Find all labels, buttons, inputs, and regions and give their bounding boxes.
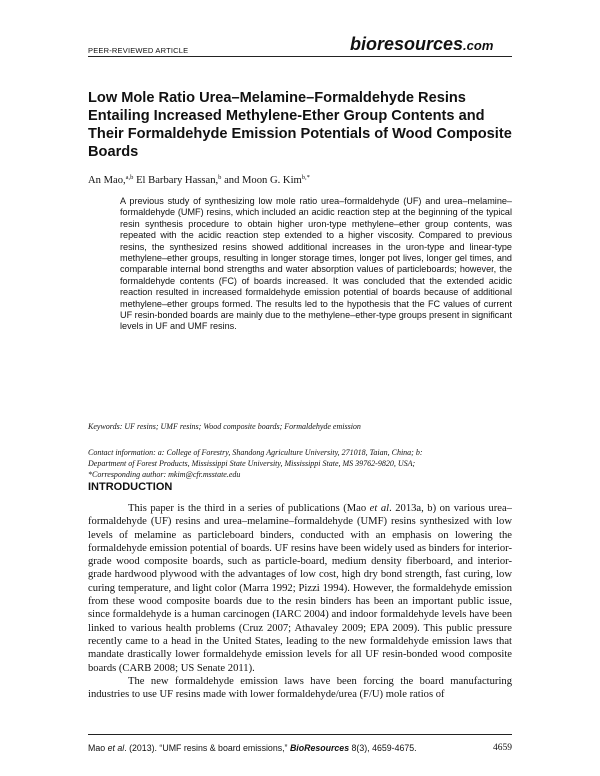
citation: Mao et al. (2013). “UMF resins & board emissions,” BioResources 8(3), 4659-4675. [88, 743, 417, 753]
header-rule [88, 56, 512, 57]
footer-rule [88, 734, 512, 735]
keywords: Keywords: UF resins; UMF resins; Wood composite boards; Formaldehyde emission [88, 422, 361, 431]
body-text [88, 502, 512, 701]
author-name: An Mao, [88, 175, 126, 186]
journal-name: bioresources [350, 34, 464, 54]
journal-domain: .com [463, 38, 494, 53]
contact-line: Contact information: a: College of Forestry, Shandong Agriculture University, 271018, Taian, China; b: [88, 448, 423, 457]
etal: et al [369, 503, 390, 514]
running-header-label: PEER-REVIEWED ARTICLE [88, 46, 189, 55]
page-number: 4659 [493, 743, 512, 753]
contact-information [88, 447, 512, 480]
author-name: and Moon G. Kim [221, 175, 302, 186]
paragraph: The new formaldehyde emission laws have been forcing the board manufacturing industries to use UF resins made with lower formaldehyde/urea (F/U) mole ratios of [88, 675, 512, 701]
journal-header-logo [350, 34, 493, 55]
author-affiliation: b,* [301, 174, 310, 181]
author-name: El Barbary Hassan, [133, 175, 219, 186]
contact-line: *Corresponding author: mkim@cfr.msstate.edu [88, 470, 241, 479]
abstract: A previous study of synthesizing low mole ratio urea–formaldehyde (UF) and urea–melamine–formaldehyde (UMF) resins, which included an acidic reaction step at the beginning of the typical resin synthesis procedure to obtain higher uron-type methylene–ether group contents, was repeated with the acidic reaction step extended to a higher viscosity. Compared to previous resins, the synthesized resins showed additional increases in the uron-type and linear-type methylene–ether groups, resulting in longer storage times, longer pot lives, longer gel times, and comparable internal bond strengths and water absorption values of particleboards; however, the formaldehyde contents (FC) of boards increased. It was concluded that the extended acidic reaction resulted in increased formaldehyde emission potential of boards because of additional methylene–ether groups formed. The results led to the hypothesis that the FC values of current UF resin-bonded boards are mainly due to the methylene–ether-type groups present in significant levels in UF and UMF resins. [120, 196, 512, 332]
author-list [88, 174, 310, 186]
paragraph: This paper is the third in a series of publications (Mao et al. 2013a, b) on various urea–formaldehyde (UF) resins and urea–melamine–formaldehyde (UMF) resins synthesized with low levels of melamine as particleboard binders, conducted with an emphasis on lowering the formaldehyde emission potential of boards. UF resins have been widely used as binders for interior-grade wood composite boards, such as particle-board, medium density fiberboard, and interior-grade hardwood plywood with the advantages of low cost, high dry bond strength, fast curing, low curing temperature, and light color (Marra 1992; Pizzi 1994). However, the formaldehyde emission from these wood composite boards due to the resin binders has been an important public issue, since formaldehyde is a human carcinogen (IARC 2004) and indoor formaldehyde levels have been linked to various health problems (Cruz 2007; Athavaley 2009; EPA 2009). This public pressure recently came to a head in the United States, leading to the new formaldehyde emission laws that mandate drastically lower formaldehyde emission levels for all UF resin-bonded wood composite boards (CARB 2008; US Senate 2011). [88, 503, 512, 674]
article-title: Low Mole Ratio Urea–Melamine–Formaldehyde Resins Entailing Increased Methylene-Ether Group Contents and Their Formaldehyde Emission Potentials of Wood Composite Boards [88, 90, 512, 160]
author-affiliation: b [218, 174, 222, 181]
section-heading: INTRODUCTION [88, 481, 173, 493]
contact-line: Department of Forest Products, Mississippi State University, Mississippi State, MS 39762-9820, USA; [88, 459, 416, 468]
author-affiliation: a,b [125, 174, 134, 181]
